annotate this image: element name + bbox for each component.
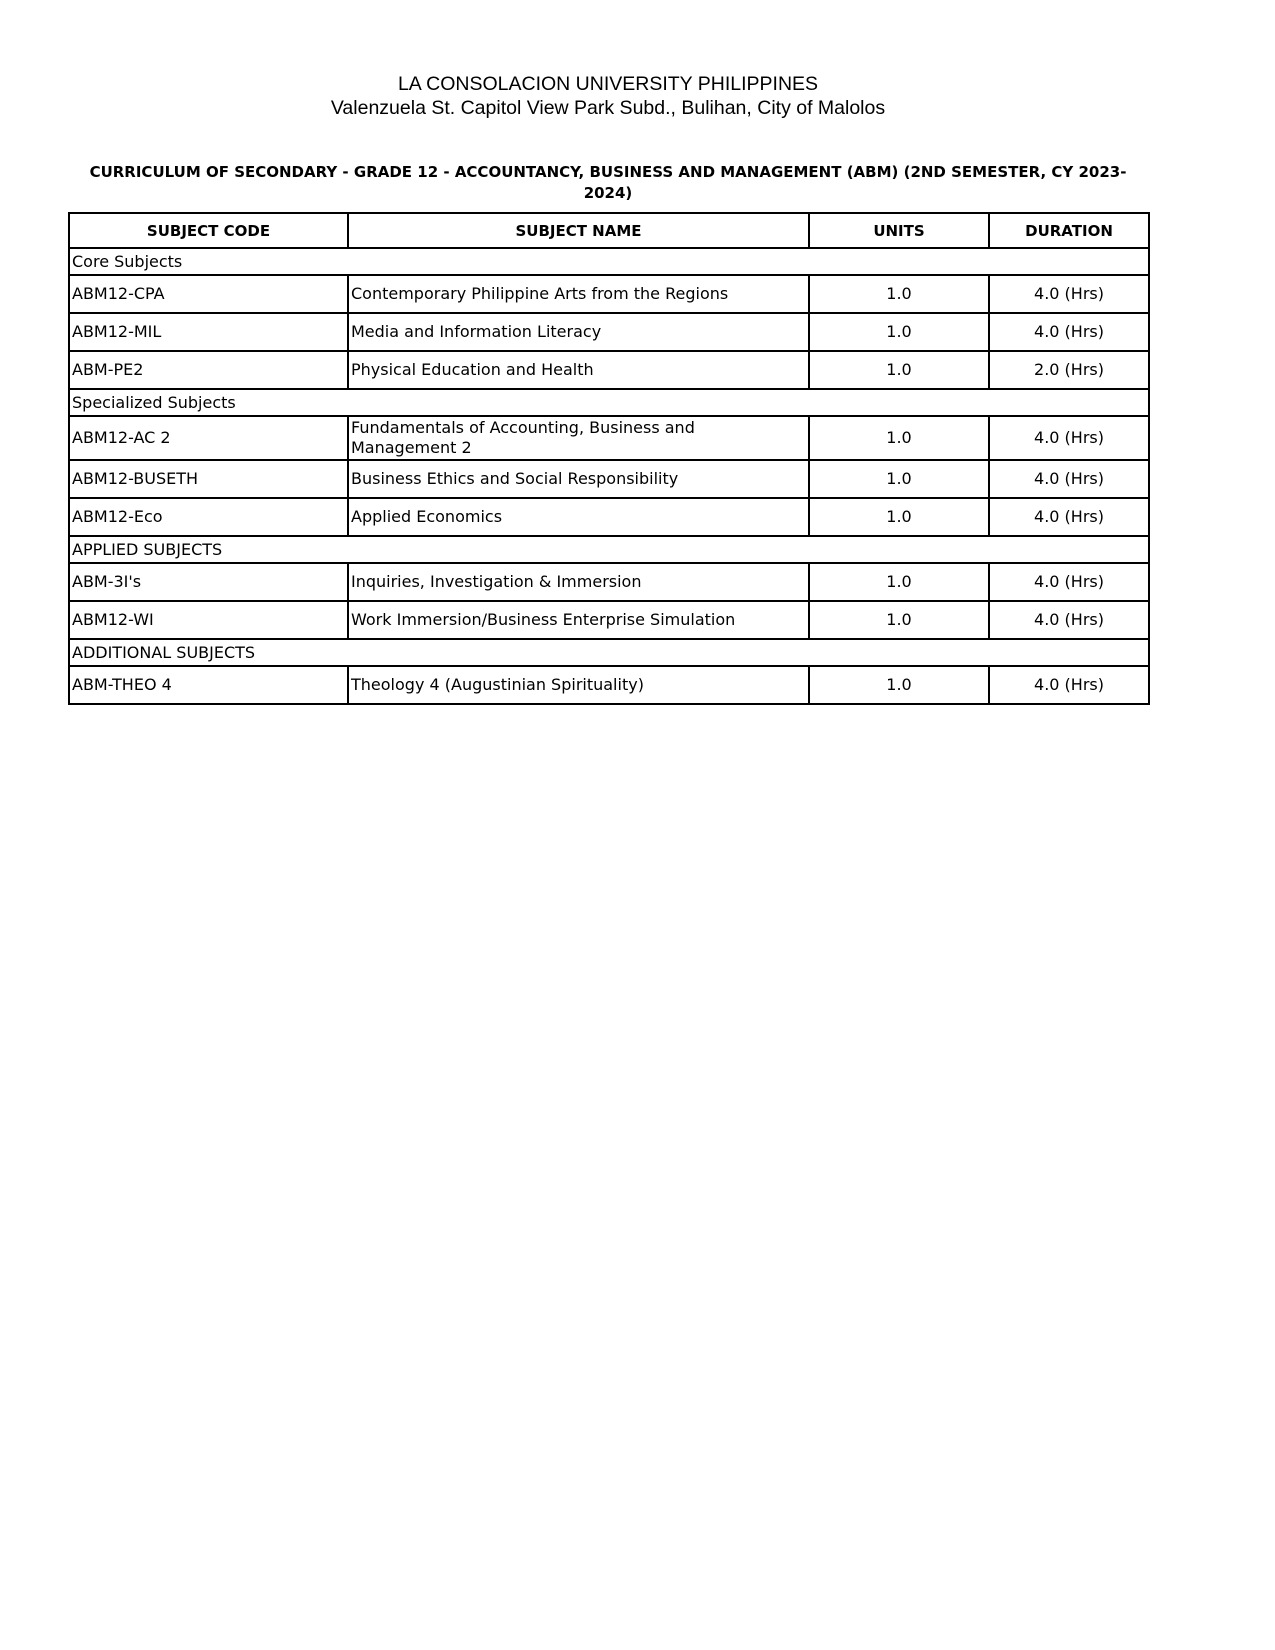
section-header-row (69, 248, 1149, 275)
subject-row (69, 666, 1149, 704)
subject-row (69, 498, 1149, 536)
subject-units-cell: 1.0 (809, 498, 989, 536)
university-address: Valenzuela St. Capitol View Park Subd., Bulihan, City of Malolos (330, 97, 886, 119)
subject-name-cell: Contemporary Philippine Arts from the Regions (348, 275, 809, 313)
section-label: Core Subjects (69, 248, 1149, 275)
document-content (68, 0, 1148, 705)
subject-duration-cell: 4.0 (Hrs) (989, 416, 1149, 460)
subject-name-cell: Inquiries, Investigation & Immersion (348, 563, 809, 601)
subject-name-cell: Applied Economics (348, 498, 809, 536)
subject-row (69, 275, 1149, 313)
subject-name-cell: Fundamentals of Accounting, Business and Management 2 (348, 416, 809, 460)
subject-duration-cell: 4.0 (Hrs) (989, 666, 1149, 704)
subject-duration-cell: 2.0 (Hrs) (989, 351, 1149, 389)
section-label: APPLIED SUBJECTS (69, 536, 1149, 563)
subject-duration-cell: 4.0 (Hrs) (989, 275, 1149, 313)
subject-name-cell: Business Ethics and Social Responsibility (348, 460, 809, 498)
subject-code-cell: ABM12-MIL (69, 313, 348, 351)
subject-name-cell: Theology 4 (Augustinian Spirituality) (348, 666, 809, 704)
subject-units-cell: 1.0 (809, 416, 989, 460)
subject-code-cell: ABM-3I's (69, 563, 348, 601)
subject-name-cell: Physical Education and Health (348, 351, 809, 389)
subject-row (69, 351, 1149, 389)
subject-row (69, 563, 1149, 601)
subject-row (69, 313, 1149, 351)
column-header-units: UNITS (809, 213, 989, 248)
column-header-subject-code: SUBJECT CODE (69, 213, 348, 248)
curriculum-title: CURRICULUM OF SECONDARY - GRADE 12 - ACCOUNTANCY, BUSINESS AND MANAGEMENT (ABM) (2ND SEMESTER, CY 2023-2024) (89, 163, 1127, 202)
curriculum-table-body (69, 248, 1149, 704)
section-label: ADDITIONAL SUBJECTS (69, 639, 1149, 666)
curriculum-table (68, 212, 1150, 705)
subject-units-cell: 1.0 (809, 666, 989, 704)
subject-code-cell: ABM12-AC 2 (69, 416, 348, 460)
subject-units-cell: 1.0 (809, 601, 989, 639)
subject-row (69, 416, 1149, 460)
subject-code-cell: ABM12-BUSETH (69, 460, 348, 498)
subject-code-cell: ABM12-CPA (69, 275, 348, 313)
subject-units-cell: 1.0 (809, 313, 989, 351)
column-header-subject-name: SUBJECT NAME (348, 213, 809, 248)
subject-units-cell: 1.0 (809, 460, 989, 498)
subject-name-cell: Media and Information Literacy (348, 313, 809, 351)
subject-units-cell: 1.0 (809, 351, 989, 389)
subject-duration-cell: 4.0 (Hrs) (989, 498, 1149, 536)
subject-duration-cell: 4.0 (Hrs) (989, 601, 1149, 639)
subject-row (69, 601, 1149, 639)
table-header-row (69, 213, 1149, 248)
subject-duration-cell: 4.0 (Hrs) (989, 563, 1149, 601)
subject-code-cell: ABM-PE2 (69, 351, 348, 389)
subject-units-cell: 1.0 (809, 275, 989, 313)
section-header-row (69, 639, 1149, 666)
subject-code-cell: ABM-THEO 4 (69, 666, 348, 704)
section-label: Specialized Subjects (69, 389, 1149, 416)
section-header-row (69, 536, 1149, 563)
subject-name-cell: Work Immersion/Business Enterprise Simulation (348, 601, 809, 639)
university-header (68, 72, 1148, 120)
subject-code-cell: ABM12-Eco (69, 498, 348, 536)
subject-units-cell: 1.0 (809, 563, 989, 601)
subject-duration-cell: 4.0 (Hrs) (989, 460, 1149, 498)
section-header-row (69, 389, 1149, 416)
subject-row (69, 460, 1149, 498)
university-name: LA CONSOLACION UNIVERSITY PHILIPPINES (397, 73, 819, 95)
subject-code-cell: ABM12-WI (69, 601, 348, 639)
column-header-duration: DURATION (989, 213, 1149, 248)
subject-duration-cell: 4.0 (Hrs) (989, 313, 1149, 351)
